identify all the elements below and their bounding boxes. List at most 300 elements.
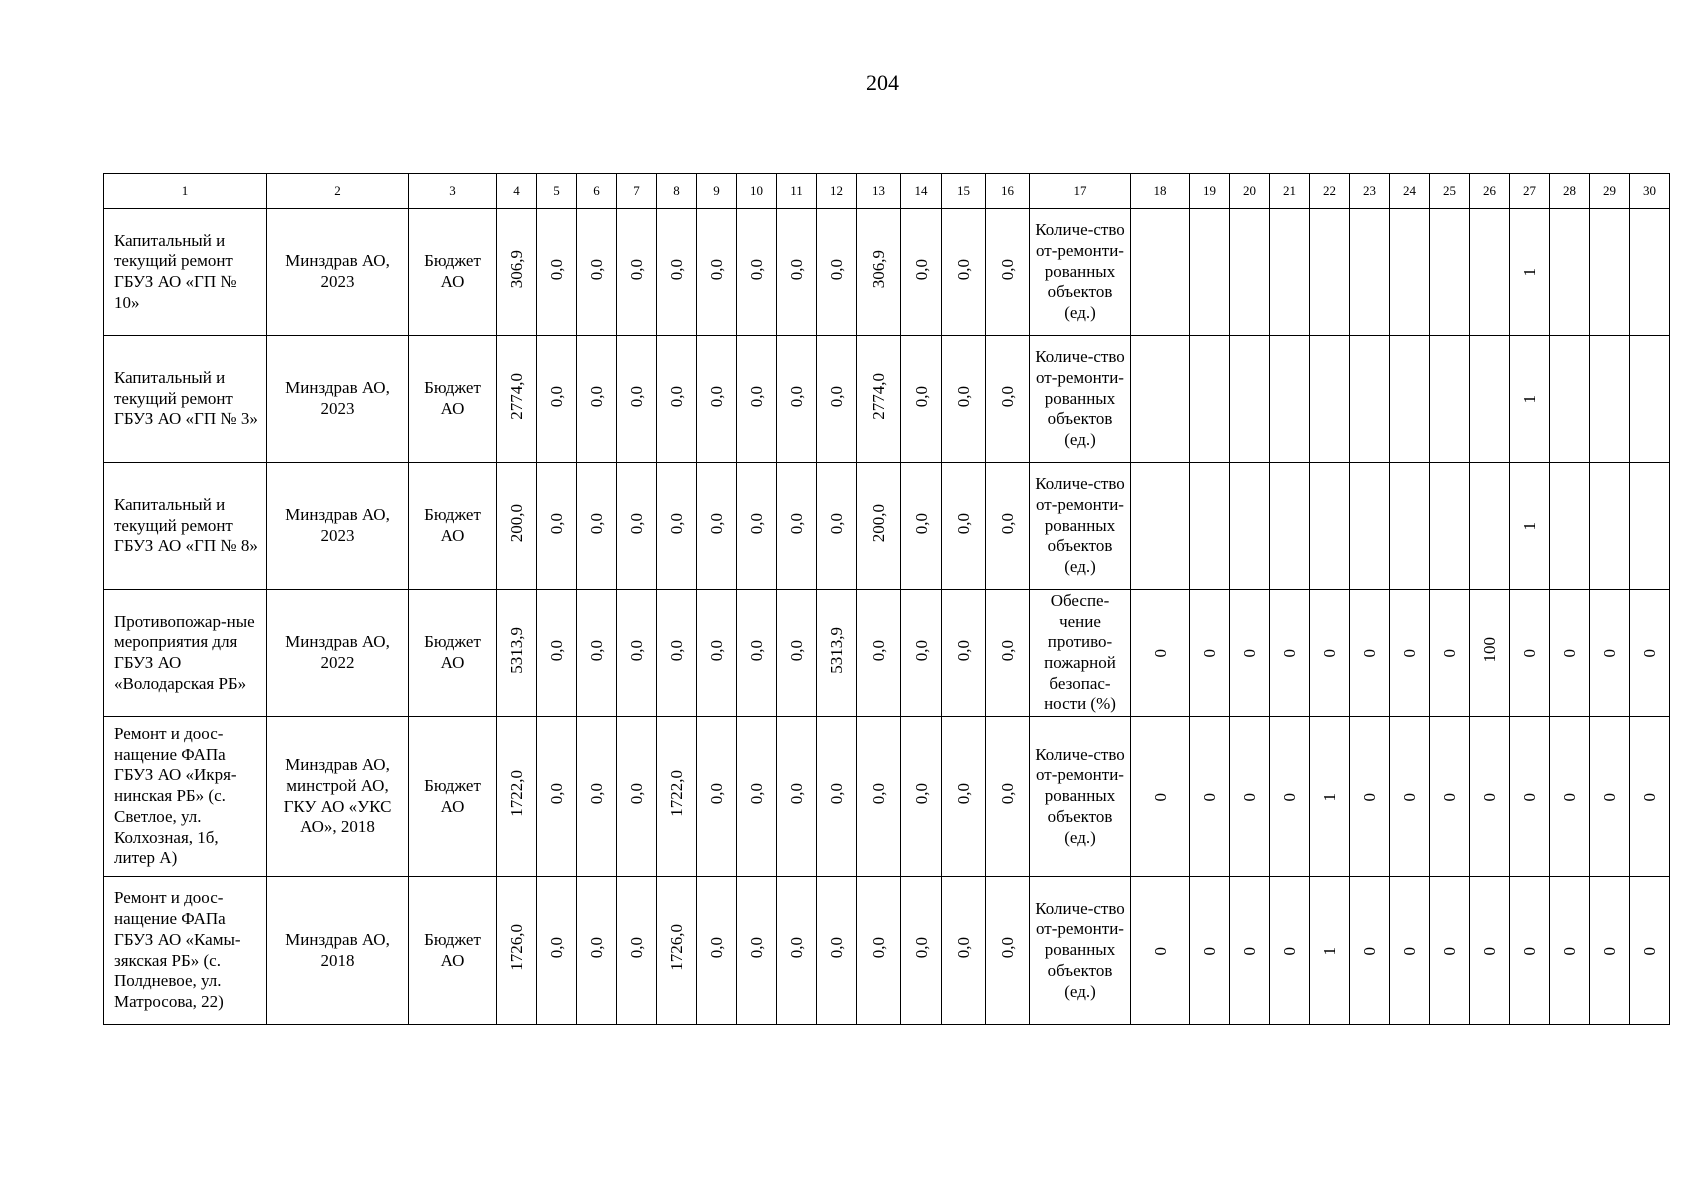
indicator-value-cell	[1470, 209, 1510, 336]
funding-amount-cell	[697, 209, 737, 336]
funding-amount-cell	[617, 877, 657, 1025]
funding-amount-cell	[657, 590, 697, 717]
indicator-value-cell	[1310, 463, 1350, 590]
indicator-value: 0	[1320, 649, 1339, 658]
indicator-cell: Количе-ство от-ремонти-рованных объектов (ед.)	[1030, 717, 1131, 877]
funding-amount: 0,0	[627, 639, 646, 661]
executor-cell: Минздрав АО, 2022	[267, 590, 409, 717]
indicator-cell: Обеспе-чение противо-пожарной безопас-ности (%)	[1030, 590, 1131, 717]
funding-amount-cell	[777, 463, 817, 590]
funding-amount: 0,0	[954, 258, 973, 280]
funding-amount: 0,0	[747, 512, 766, 534]
funding-amount-cell	[697, 463, 737, 590]
indicator-value-cell	[1590, 463, 1630, 590]
funding-amount-cell	[942, 590, 986, 717]
indicator-value-cell	[1430, 877, 1470, 1025]
indicator-value-cell	[1230, 717, 1270, 877]
funding-amount: 0,0	[869, 783, 888, 805]
column-number: 17	[1030, 174, 1131, 209]
funding-amount: 0,0	[667, 385, 686, 407]
indicator-value-cell	[1550, 590, 1590, 717]
funding-amount-cell	[657, 717, 697, 877]
column-number: 8	[657, 174, 697, 209]
table-row	[104, 717, 1670, 877]
funding-amount-cell	[901, 717, 942, 877]
indicator-value: 0	[1520, 792, 1539, 802]
indicator-value-cell	[1310, 877, 1350, 1025]
indicator-value-cell	[1230, 463, 1270, 590]
indicator-value-cell	[1630, 209, 1670, 336]
funding-amount: 1722,0	[667, 770, 686, 817]
funding-amount: 0,0	[998, 783, 1017, 805]
indicator-value-cell	[1390, 209, 1430, 336]
funding-amount: 0,0	[869, 937, 888, 959]
funding-amount-cell	[577, 209, 617, 336]
funding-amount-cell	[497, 590, 537, 717]
funding-amount: 0,0	[667, 258, 686, 280]
indicator-value-cell	[1470, 463, 1510, 590]
funding-amount-cell	[942, 209, 986, 336]
indicator-value: 0	[1520, 649, 1539, 658]
column-number: 27	[1510, 174, 1550, 209]
indicator-value: 0	[1280, 792, 1299, 802]
funding-amount-cell	[657, 463, 697, 590]
funding-amount: 0,0	[627, 937, 646, 959]
funding-amount-cell	[857, 590, 901, 717]
indicator-cell: Количе-ство от-ремонти-рованных объектов (ед.)	[1030, 209, 1131, 336]
funding-amount: 0,0	[627, 258, 646, 280]
indicator-value-cell	[1230, 209, 1270, 336]
funding-amount: 0,0	[869, 639, 888, 661]
funding-amount: 5313,9	[507, 626, 526, 674]
funding-amount: 0,0	[747, 385, 766, 407]
column-number: 15	[942, 174, 986, 209]
funding-amount-cell	[857, 717, 901, 877]
funding-amount: 0,0	[747, 639, 766, 661]
indicator-value: 0	[1600, 792, 1619, 802]
funding-amount: 0,0	[911, 937, 931, 959]
table-row	[104, 463, 1670, 590]
funding-amount-cell	[617, 209, 657, 336]
indicator-value-cell	[1270, 336, 1310, 463]
indicator-value-cell	[1270, 590, 1310, 717]
indicator-value-cell	[1550, 877, 1590, 1025]
funding-amount: 0,0	[587, 512, 606, 534]
funding-amount: 0,0	[587, 385, 606, 407]
funding-amount-cell	[777, 590, 817, 717]
funding-amount-cell	[537, 463, 577, 590]
funding-amount-cell	[737, 336, 777, 463]
indicator-value-cell	[1430, 590, 1470, 717]
column-number: 28	[1550, 174, 1590, 209]
column-number: 10	[737, 174, 777, 209]
funding-amount-cell	[577, 877, 617, 1025]
funding-amount-cell	[817, 463, 857, 590]
indicator-value-cell	[1350, 336, 1390, 463]
indicator-value-cell	[1350, 877, 1390, 1025]
indicator-value: 0	[1360, 649, 1379, 658]
indicator-value-cell	[1430, 463, 1470, 590]
indicator-value: 0	[1560, 649, 1579, 658]
indicator-value-cell	[1131, 717, 1190, 877]
funding-amount: 0,0	[707, 385, 726, 407]
funding-amount-cell	[986, 590, 1030, 717]
funding-amount-cell	[986, 717, 1030, 877]
indicator-value-cell	[1310, 717, 1350, 877]
funding-source-cell: Бюджет АО	[409, 877, 497, 1025]
funding-amount: 0,0	[998, 937, 1017, 959]
table-row	[104, 336, 1670, 463]
indicator-value: 0	[1240, 792, 1259, 802]
indicator-value: 0	[1200, 649, 1219, 658]
funding-amount-cell	[942, 463, 986, 590]
funding-amount: 0,0	[627, 385, 646, 407]
indicator-value-cell	[1131, 590, 1190, 717]
funding-amount: 0,0	[667, 512, 686, 534]
indicator-value: 0	[1400, 792, 1419, 802]
funding-amount: 0,0	[827, 385, 846, 407]
funding-amount: 200,0	[869, 504, 888, 543]
table-row	[104, 209, 1670, 336]
funding-amount-cell	[497, 209, 537, 336]
funding-amount-cell	[857, 877, 901, 1025]
funding-amount-cell	[777, 717, 817, 877]
indicator-value-cell	[1510, 463, 1550, 590]
funding-amount-cell	[986, 877, 1030, 1025]
funding-amount: 0,0	[747, 783, 766, 805]
indicator-value-cell	[1470, 590, 1510, 717]
funding-amount-cell	[617, 717, 657, 877]
program-table	[103, 173, 1670, 1025]
indicator-value-cell	[1510, 590, 1550, 717]
funding-amount-cell	[657, 877, 697, 1025]
funding-amount-cell	[857, 336, 901, 463]
funding-amount-cell	[737, 717, 777, 877]
indicator-value: 0	[1400, 649, 1419, 658]
funding-amount-cell	[657, 336, 697, 463]
funding-amount: 0,0	[787, 783, 806, 805]
indicator-value: 1	[1320, 946, 1339, 956]
funding-amount: 0,0	[587, 258, 606, 280]
indicator-value-cell	[1390, 717, 1430, 877]
funding-amount: 0,0	[954, 783, 973, 805]
funding-amount-cell	[697, 717, 737, 877]
funding-amount: 306,9	[507, 250, 526, 289]
funding-source-cell: Бюджет АО	[409, 209, 497, 336]
funding-source-cell: Бюджет АО	[409, 336, 497, 463]
funding-amount: 0,0	[911, 512, 931, 534]
funding-amount: 0,0	[547, 385, 566, 407]
executor-cell: Минздрав АО, минстрой АО, ГКУ АО «УКС АО», 2018	[267, 717, 409, 877]
indicator-value: 0	[1280, 649, 1299, 658]
indicator-value-cell	[1550, 717, 1590, 877]
column-number: 30	[1630, 174, 1670, 209]
column-number: 11	[777, 174, 817, 209]
indicator-value-cell	[1230, 336, 1270, 463]
funding-amount: 0,0	[954, 512, 973, 534]
column-number: 18	[1131, 174, 1190, 209]
funding-amount-cell	[497, 463, 537, 590]
funding-amount: 2774,0	[507, 372, 526, 420]
indicator-cell: Количе-ство от-ремонти-рованных объектов (ед.)	[1030, 463, 1131, 590]
funding-amount: 0,0	[667, 639, 686, 661]
indicator-value-cell	[1550, 463, 1590, 590]
indicator-value-cell	[1590, 336, 1630, 463]
indicator-value-cell	[1470, 717, 1510, 877]
executor-cell: Минздрав АО, 2023	[267, 336, 409, 463]
indicator-value-cell	[1190, 877, 1230, 1025]
funding-amount-cell	[857, 209, 901, 336]
column-number: 24	[1390, 174, 1430, 209]
column-number: 3	[409, 174, 497, 209]
indicator-value: 0	[1240, 946, 1259, 956]
indicator-value: 0	[1520, 946, 1539, 956]
funding-amount-cell	[577, 590, 617, 717]
indicator-value-cell	[1270, 209, 1310, 336]
funding-amount: 0,0	[954, 385, 973, 407]
indicator-value: 0	[1200, 792, 1219, 802]
funding-amount-cell	[497, 717, 537, 877]
indicator-value-cell	[1590, 590, 1630, 717]
activity-name-cell: Противопожар-ные мероприятия для ГБУЗ АО «Володарская РБ»	[104, 590, 267, 717]
indicator-value-cell	[1230, 877, 1270, 1025]
indicator-value-cell	[1390, 463, 1430, 590]
indicator-value: 0	[1480, 946, 1499, 956]
funding-amount-cell	[497, 877, 537, 1025]
funding-amount-cell	[577, 336, 617, 463]
column-number: 26	[1470, 174, 1510, 209]
indicator-value-cell	[1190, 336, 1230, 463]
funding-amount: 0,0	[954, 639, 973, 661]
indicator-value-cell	[1630, 336, 1670, 463]
column-number: 23	[1350, 174, 1390, 209]
funding-amount-cell	[537, 717, 577, 877]
indicator-value: 0	[1600, 946, 1619, 956]
funding-amount: 0,0	[787, 937, 806, 959]
funding-amount: 0,0	[911, 258, 931, 280]
funding-amount-cell	[942, 717, 986, 877]
funding-amount-cell	[901, 209, 942, 336]
indicator-value: 1	[1320, 792, 1339, 802]
indicator-value-cell	[1470, 336, 1510, 463]
funding-source-cell: Бюджет АО	[409, 590, 497, 717]
funding-amount-cell	[817, 590, 857, 717]
indicator-value-cell	[1131, 463, 1190, 590]
indicator-value-cell	[1430, 336, 1470, 463]
funding-amount-cell	[857, 463, 901, 590]
column-number: 29	[1590, 174, 1630, 209]
funding-amount-cell	[901, 336, 942, 463]
funding-amount: 0,0	[747, 258, 766, 280]
indicator-value: 1	[1520, 395, 1539, 404]
funding-amount: 0,0	[827, 512, 846, 534]
funding-amount-cell	[901, 463, 942, 590]
indicator-value: 0	[1360, 946, 1379, 956]
funding-amount-cell	[777, 336, 817, 463]
indicator-value: 0	[1200, 946, 1219, 956]
indicator-value: 0	[1150, 946, 1170, 956]
indicator-value-cell	[1430, 717, 1470, 877]
funding-amount: 0,0	[587, 937, 606, 959]
column-number: 1	[104, 174, 267, 209]
funding-amount-cell	[737, 877, 777, 1025]
indicator-value: 0	[1280, 946, 1299, 956]
indicator-value: 0	[1440, 946, 1459, 956]
column-number: 14	[901, 174, 942, 209]
indicator-value-cell	[1131, 877, 1190, 1025]
column-number: 9	[697, 174, 737, 209]
table-row	[104, 590, 1670, 717]
funding-amount-cell	[577, 463, 617, 590]
funding-amount-cell	[697, 877, 737, 1025]
activity-name-cell: Капитальный и текущий ремонт ГБУЗ АО «ГП № 3»	[104, 336, 267, 463]
funding-amount-cell	[777, 209, 817, 336]
activity-name-cell: Ремонт и доос-нащение ФАПа ГБУЗ АО «Камы-зякская РБ» (с. Полдневое, ул. Матросова, 22)	[104, 877, 267, 1025]
funding-amount-cell	[537, 590, 577, 717]
funding-amount-cell	[901, 877, 942, 1025]
indicator-value-cell	[1550, 209, 1590, 336]
funding-amount-cell	[737, 590, 777, 717]
indicator-value-cell	[1630, 717, 1670, 877]
funding-amount-cell	[497, 336, 537, 463]
indicator-value-cell	[1390, 336, 1430, 463]
indicator-value: 0	[1640, 946, 1659, 956]
activity-name-cell: Капитальный и текущий ремонт ГБУЗ АО «ГП № 8»	[104, 463, 267, 590]
funding-amount-cell	[697, 336, 737, 463]
indicator-value-cell	[1550, 336, 1590, 463]
indicator-value: 0	[1560, 946, 1579, 956]
indicator-value-cell	[1190, 209, 1230, 336]
indicator-value: 0	[1360, 792, 1379, 802]
indicator-value-cell	[1190, 463, 1230, 590]
indicator-value-cell	[1630, 463, 1670, 590]
indicator-value-cell	[1350, 590, 1390, 717]
funding-amount-cell	[737, 463, 777, 590]
funding-amount: 306,9	[869, 250, 888, 289]
indicator-value: 1	[1520, 268, 1539, 277]
funding-amount: 0,0	[707, 783, 726, 805]
indicator-value-cell	[1510, 336, 1550, 463]
funding-amount-cell	[986, 463, 1030, 590]
activity-name-cell: Ремонт и доос-нащение ФАПа ГБУЗ АО «Икря-нинская РБ» (с. Светлое, ул. Колхозная, 1б, литер А)	[104, 717, 267, 877]
column-number: 25	[1430, 174, 1470, 209]
funding-amount-cell	[817, 717, 857, 877]
funding-amount: 0,0	[954, 937, 973, 959]
indicator-value-cell	[1310, 209, 1350, 336]
page-number: 204	[866, 70, 899, 95]
funding-amount: 5313,9	[827, 626, 846, 674]
indicator-value: 0	[1440, 792, 1459, 802]
indicator-value-cell	[1270, 877, 1310, 1025]
funding-source-cell: Бюджет АО	[409, 717, 497, 877]
funding-amount: 0,0	[998, 385, 1017, 407]
indicator-value-cell	[1350, 717, 1390, 877]
funding-amount: 0,0	[547, 258, 566, 280]
funding-amount-cell	[537, 209, 577, 336]
funding-amount: 0,0	[747, 937, 766, 959]
funding-amount: 0,0	[998, 639, 1017, 661]
indicator-value-cell	[1131, 209, 1190, 336]
indicator-value: 0	[1400, 946, 1419, 956]
indicator-value: 0	[1560, 792, 1579, 802]
funding-amount-cell	[617, 336, 657, 463]
indicator-value-cell	[1390, 590, 1430, 717]
indicator-value-cell	[1230, 590, 1270, 717]
executor-cell: Минздрав АО, 2023	[267, 209, 409, 336]
funding-amount: 1726,0	[667, 924, 686, 971]
indicator-value-cell	[1310, 590, 1350, 717]
funding-amount-cell	[817, 209, 857, 336]
funding-amount: 200,0	[507, 504, 526, 543]
indicator-value: 100	[1480, 637, 1499, 663]
indicator-cell: Количе-ство от-ремонти-рованных объектов (ед.)	[1030, 336, 1131, 463]
indicator-value-cell	[1310, 336, 1350, 463]
indicator-value: 0	[1150, 792, 1170, 802]
funding-amount: 1726,0	[507, 924, 526, 971]
column-number: 19	[1190, 174, 1230, 209]
column-number: 20	[1230, 174, 1270, 209]
executor-cell: Минздрав АО, 2023	[267, 463, 409, 590]
funding-amount: 0,0	[707, 512, 726, 534]
indicator-value-cell	[1470, 877, 1510, 1025]
funding-amount: 0,0	[827, 258, 846, 280]
funding-amount-cell	[942, 877, 986, 1025]
funding-amount: 0,0	[587, 783, 606, 805]
indicator-value-cell	[1590, 209, 1630, 336]
indicator-value: 0	[1640, 649, 1659, 658]
indicator-value-cell	[1590, 877, 1630, 1025]
funding-amount: 1722,0	[507, 770, 526, 817]
indicator-value-cell	[1190, 717, 1230, 877]
column-number: 6	[577, 174, 617, 209]
funding-amount-cell	[817, 336, 857, 463]
indicator-value-cell	[1510, 209, 1550, 336]
table-row	[104, 877, 1670, 1025]
funding-amount: 0,0	[587, 639, 606, 661]
indicator-value-cell	[1390, 877, 1430, 1025]
indicator-value: 1	[1520, 522, 1539, 531]
funding-amount-cell	[986, 209, 1030, 336]
column-number: 13	[857, 174, 901, 209]
funding-amount: 0,0	[787, 258, 806, 280]
indicator-value: 0	[1440, 649, 1459, 658]
indicator-value-cell	[1590, 717, 1630, 877]
column-number: 21	[1270, 174, 1310, 209]
funding-amount: 0,0	[707, 258, 726, 280]
funding-amount: 0,0	[787, 385, 806, 407]
funding-amount: 0,0	[707, 639, 726, 661]
indicator-cell: Количе-ство от-ремонти-рованных объектов (ед.)	[1030, 877, 1131, 1025]
column-number: 22	[1310, 174, 1350, 209]
funding-amount-cell	[986, 336, 1030, 463]
funding-amount: 0,0	[547, 783, 566, 805]
funding-amount-cell	[817, 877, 857, 1025]
column-number: 16	[986, 174, 1030, 209]
indicator-value: 0	[1150, 649, 1170, 658]
column-number: 4	[497, 174, 537, 209]
funding-amount: 0,0	[827, 937, 846, 959]
funding-amount-cell	[617, 590, 657, 717]
funding-amount: 0,0	[707, 937, 726, 959]
funding-amount: 0,0	[547, 937, 566, 959]
funding-amount-cell	[537, 336, 577, 463]
column-number: 12	[817, 174, 857, 209]
funding-amount-cell	[901, 590, 942, 717]
column-number-row	[104, 174, 1670, 209]
indicator-value: 0	[1240, 649, 1259, 658]
activity-name-cell: Капитальный и текущий ремонт ГБУЗ АО «ГП № 10»	[104, 209, 267, 336]
funding-amount: 0,0	[911, 639, 931, 661]
